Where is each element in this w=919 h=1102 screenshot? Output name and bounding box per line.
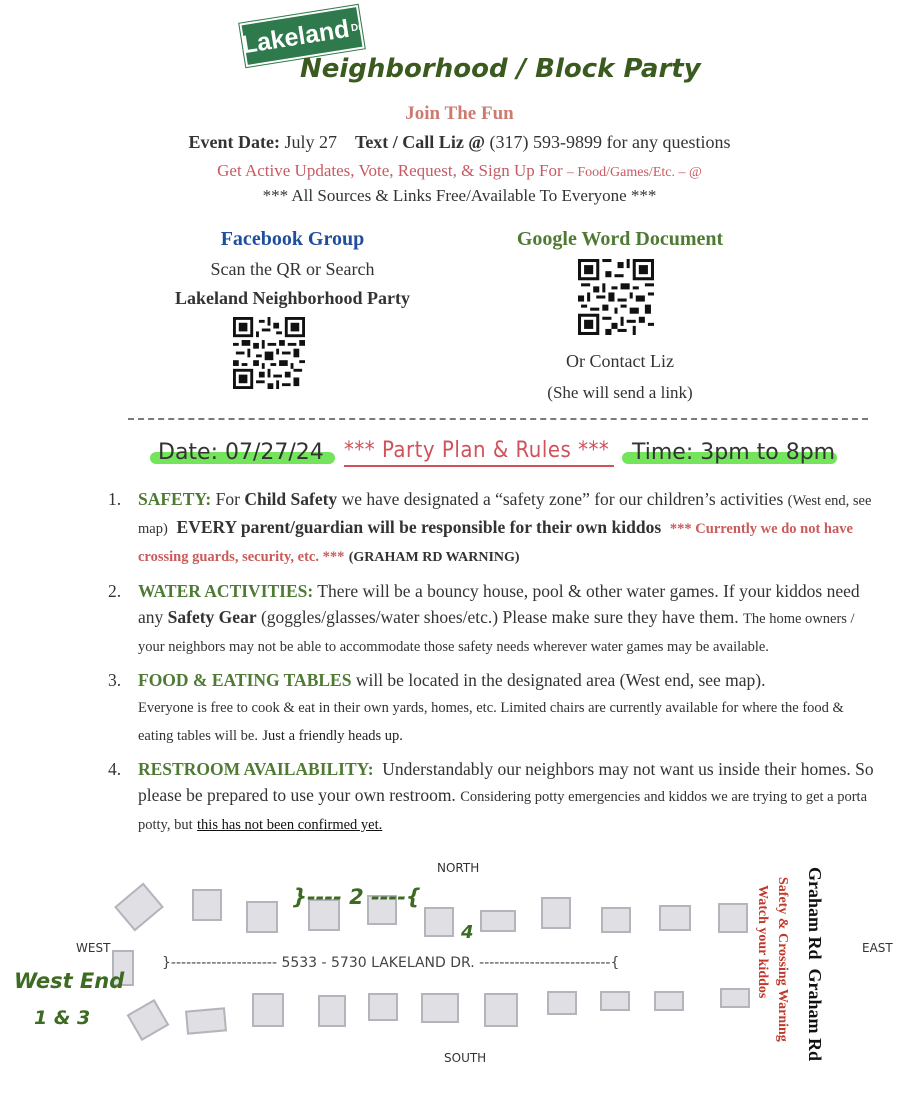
rules-list	[100, 486, 880, 845]
house	[654, 991, 684, 1011]
sign-text: Lakeland	[239, 14, 352, 59]
party-date: Date: 07/27/24	[158, 440, 324, 465]
section-divider	[128, 418, 868, 420]
house	[547, 991, 577, 1015]
house	[601, 907, 631, 933]
safety-crossing-warning: Safety & Crossing Warning	[775, 877, 790, 1042]
house	[318, 995, 346, 1027]
house	[252, 993, 284, 1027]
free-note: *** All Sources & Links Free/Available To Everyone ***	[262, 186, 657, 205]
rule-safety	[100, 486, 880, 571]
rule-number: 4.	[108, 759, 122, 779]
west-end-zones: 1 & 3	[34, 1007, 91, 1029]
house	[192, 889, 222, 921]
house	[541, 897, 571, 929]
map-south-label: SOUTH	[444, 1051, 487, 1065]
rule-heading: WATER ACTIVITIES:	[138, 581, 314, 601]
rule-text: will be located in the designated area (West end, see map).	[355, 670, 766, 690]
house	[600, 991, 630, 1011]
rule-text: Just a friendly heads up.	[262, 728, 403, 744]
map-east-label: EAST	[862, 941, 893, 955]
updates-small: – Food/Games/Etc. – @	[566, 165, 702, 180]
join-heading: Join The Fun	[405, 103, 514, 124]
house	[246, 901, 278, 933]
house	[484, 993, 518, 1027]
rule-number: 1.	[108, 489, 122, 509]
house	[718, 903, 748, 933]
graham-rd-warning: (GRAHAM RD WARNING)	[348, 550, 520, 565]
map-north-label: NORTH	[437, 861, 480, 875]
graham-rd-1: Graham Rd	[805, 867, 825, 960]
house	[421, 993, 459, 1023]
rule-heading: FOOD & EATING TABLES	[138, 670, 352, 690]
west-end-label: West End	[14, 969, 125, 993]
porta-potty-note: this has not been confirmed yet.	[197, 817, 383, 833]
street-map	[0, 855, 919, 1102]
contact-liz-text: Or Contact Liz	[566, 351, 674, 371]
event-line	[0, 132, 919, 153]
rule-bold: EVERY parent/guardian will be responsible for their own kiddos	[176, 517, 662, 537]
text-call-label: Text / Call Liz @	[354, 132, 486, 152]
rule-number: 3.	[108, 670, 122, 690]
google-doc-qr-code[interactable]	[578, 259, 654, 335]
facebook-search-text: Lakeland Neighborhood Party	[174, 288, 411, 308]
rule-food-tables	[100, 667, 880, 749]
house	[368, 993, 398, 1021]
zone-4-marker: 4	[461, 922, 474, 943]
map-west-label: WEST	[76, 941, 111, 955]
rule-text: For	[215, 489, 240, 509]
house	[185, 1007, 227, 1034]
house	[720, 988, 750, 1008]
party-time: Time: 3pm to 8pm	[632, 440, 836, 465]
rule-text: (West end, see map)	[138, 493, 872, 537]
rule-water-activities	[100, 578, 880, 660]
updates-main: Get Active Updates, Vote, Request, & Sign Up For	[217, 161, 563, 180]
party-plan-underline	[344, 465, 614, 467]
facebook-qr-code[interactable]	[233, 317, 305, 389]
graham-rd-2: Graham Rd	[805, 968, 825, 1062]
rule-text: The home owners / your neighbors may not be able to accommodate those safety needs wherever water games may be available.	[138, 611, 855, 655]
rule-restroom	[100, 756, 880, 838]
rule-heading: SAFETY:	[138, 489, 212, 509]
page-title: Neighborhood / Block Party	[300, 54, 701, 84]
rule-text: Everyone is free to cook & eat in their own yards, homes, etc. Limited chairs are currently available for where the food & eating tables will be.	[138, 700, 844, 744]
street-name: }--------------------- 5533 - 5730 LAKELAND DR. --------------------------{	[162, 955, 620, 971]
event-date-label: Event Date:	[188, 132, 280, 152]
updates-line	[0, 161, 919, 181]
sign-suffix: Dr	[350, 21, 363, 34]
google-doc-title: Google Word Document	[516, 228, 724, 250]
rule-text: There will be a bouncy house, pool & other water games. If your kiddos need any	[138, 581, 860, 627]
house	[114, 883, 164, 932]
house	[480, 910, 516, 932]
rule-text: Understandably our neighbors may not want us inside their homes. So please be prepared to use your own restroom.	[138, 759, 874, 805]
facebook-scan-text: Scan the QR or Search	[210, 259, 375, 279]
event-date-value: July 27	[284, 132, 337, 152]
rule-bold: Safety Gear	[167, 607, 257, 627]
zone-2-marker: }---- 2 ----{	[292, 885, 421, 909]
facebook-group-title: Facebook Group	[220, 228, 365, 250]
house	[659, 905, 691, 931]
house	[424, 907, 454, 937]
send-link-text: (She will send a link)	[547, 383, 693, 402]
rule-text: we have designated a “safety zone” for our children’s activities	[341, 489, 784, 509]
party-plan-title: *** Party Plan & Rules ***	[344, 438, 610, 463]
watch-kiddos-warning: Watch your kiddos	[755, 885, 770, 999]
rule-heading: RESTROOM AVAILABILITY:	[138, 759, 374, 779]
rule-text: Considering potty emergencies and kiddos we are trying to get a porta potty, but	[138, 789, 868, 833]
house	[127, 999, 170, 1041]
rule-bold: Child Safety	[244, 489, 338, 509]
rule-number: 2.	[108, 581, 122, 601]
rule-text: (goggles/glasses/water shoes/etc.) Please make sure they have them.	[260, 607, 739, 627]
graham-rd-label	[804, 867, 825, 1061]
phone-text: (317) 593-9899 for any questions	[489, 132, 731, 152]
crossing-guard-warning: *** Currently we do not have crossing guards, security, etc. ***	[138, 521, 853, 565]
